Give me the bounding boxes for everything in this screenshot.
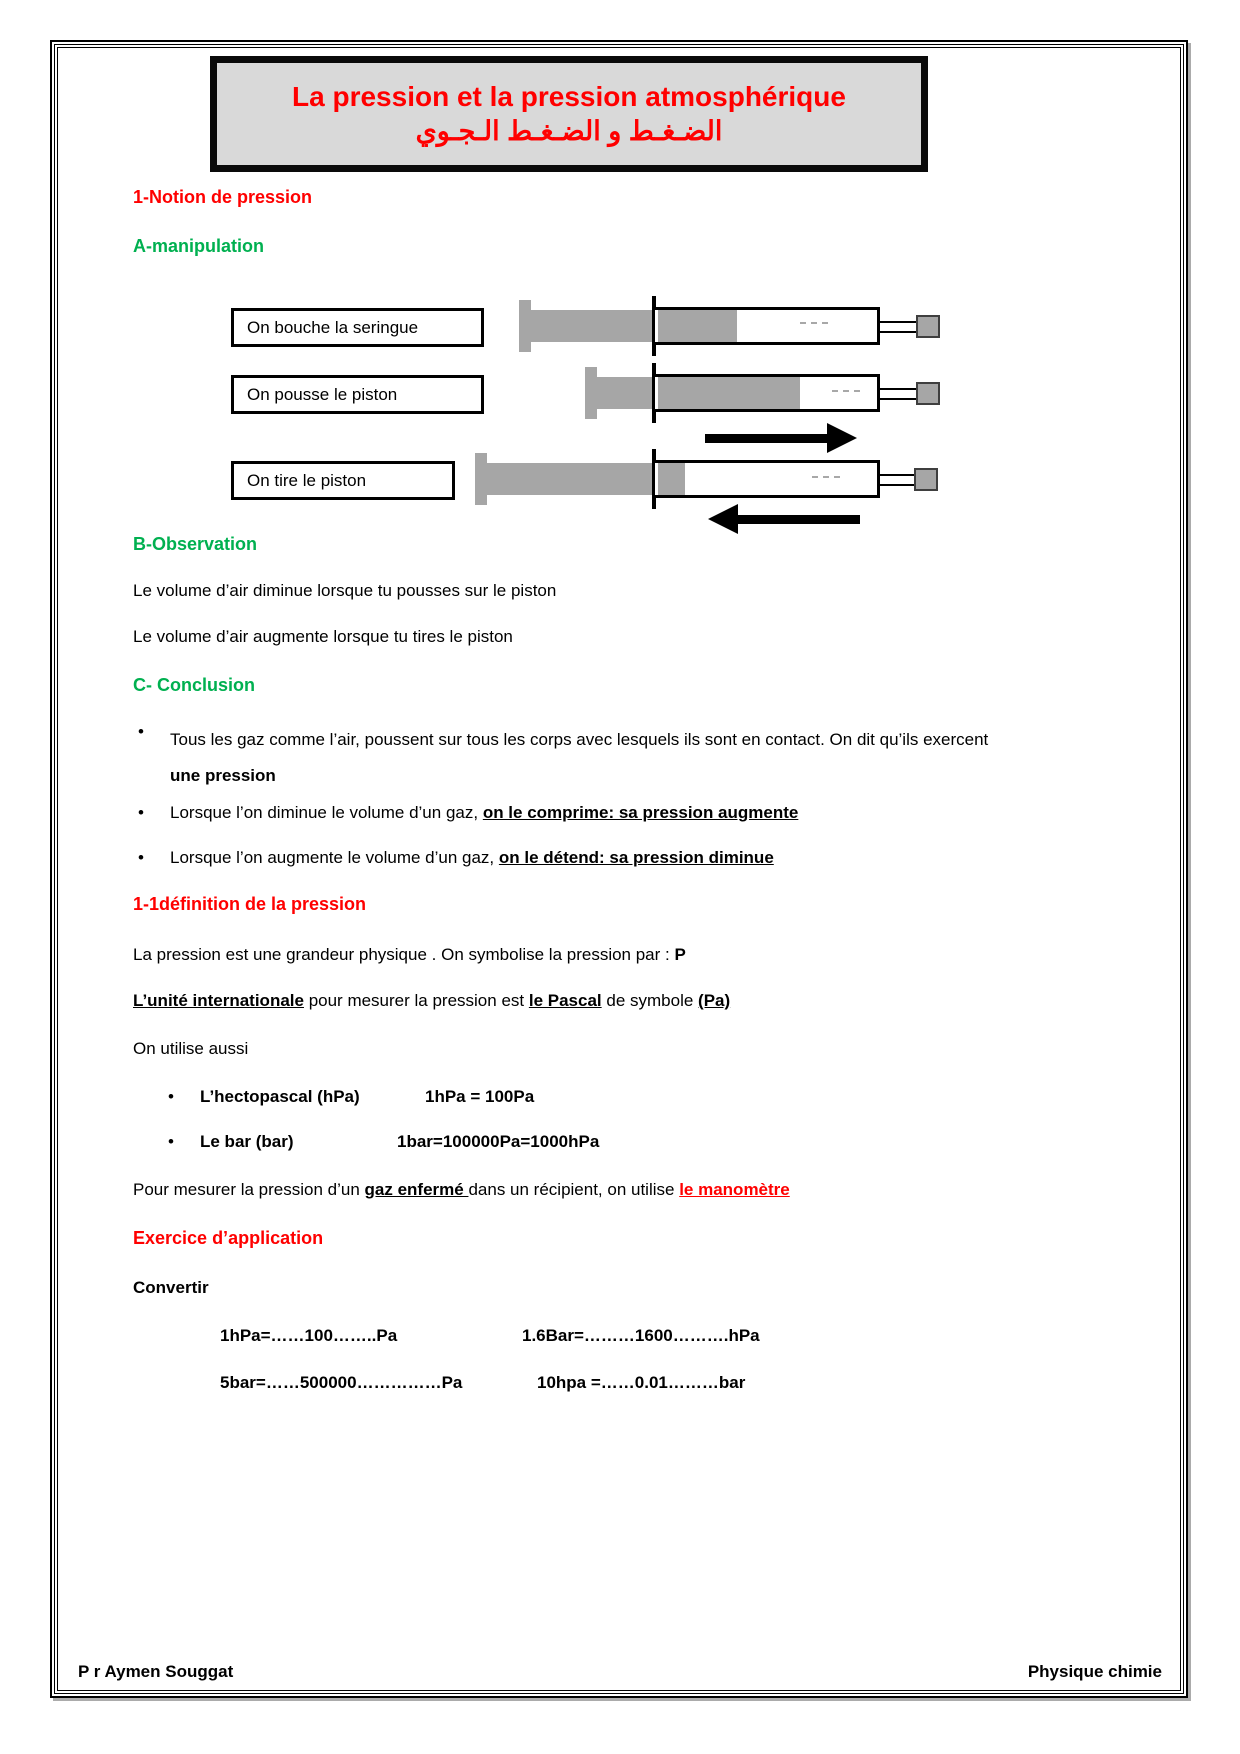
page-border-frame [50, 40, 1188, 1698]
air-scribble [832, 390, 860, 398]
conversion-bar-hpa: 1.6Bar=………1600……….hPa [522, 1326, 760, 1345]
syringe-label-box-pousse [231, 375, 484, 414]
air-scribble [812, 476, 840, 484]
air-scribble [800, 322, 828, 330]
page-border-frame-mid [54, 44, 1184, 1694]
footer-subject: Physique chimie [1027, 1662, 1162, 1681]
unit-value: 1bar=100000Pa=1000hPa [397, 1132, 600, 1151]
syringe-label: On tire le piston [247, 470, 367, 490]
bullet-marker: • [138, 848, 144, 867]
unit-label: L’hectopascal (hPa) [200, 1087, 360, 1106]
syringe-nozzle [880, 388, 916, 400]
title-box [210, 56, 928, 172]
syringe-nozzle [880, 321, 916, 333]
plunger-rod [487, 463, 659, 495]
page-border-frame-inner [57, 47, 1181, 1691]
barrel-fill [658, 463, 685, 495]
unit-item-hpa [168, 1087, 360, 1107]
bullet-marker: • [168, 1132, 174, 1151]
unit-label: Le bar (bar) [200, 1132, 294, 1151]
barrel-fill [658, 377, 800, 409]
bullet-text: Tous les gaz comme l’air, poussent sur tous les corps avec lesquels ils sont en contact. On dit qu’ils exercent une pression [170, 730, 989, 785]
heading-manipulation: A-manipulation [133, 236, 264, 256]
plunger-handle [475, 453, 487, 505]
footer-author: P r Aymen Souggat [78, 1662, 234, 1681]
bullet-text: Lorsque l’on augmente le volume d’un gaz, on le détend: sa pression diminue [170, 848, 774, 867]
title-arabic: الضـغـط و الضـغـط الـجـوي [415, 115, 723, 146]
convertir-label: Convertir [133, 1278, 209, 1297]
bullet-text: Lorsque l’on diminue le volume d’un gaz, on le comprime: sa pression augmente [170, 803, 799, 822]
conversion-hpa-pa: 1hPa=……100……..Pa [220, 1326, 398, 1345]
heading-exercice: Exercice d’application [133, 1228, 324, 1248]
push-arrow-icon [705, 423, 857, 453]
conversion-10hpa-bar: 10hpa =……0.01………bar [537, 1373, 746, 1392]
syringe-label-box-bouche [231, 308, 484, 347]
heading-definition: 1-1définition de la pression [133, 894, 367, 914]
definition-line-1: La pression est une grandeur physique . On symbolise la pression par : P [133, 945, 686, 964]
syringe-label: On bouche la seringue [247, 317, 419, 337]
definition-line-2: L’unité internationale pour mesurer la pression est le Pascal de symbole (Pa) [133, 991, 731, 1010]
unit-item-bar [168, 1132, 294, 1152]
unit-value: 1hPa = 100Pa [425, 1087, 535, 1106]
pull-arrow-icon [708, 504, 860, 534]
bullet-marker: • [138, 722, 144, 741]
heading-notion-de-pression: 1-Notion de pression [133, 187, 313, 207]
syringe-nozzle [880, 474, 916, 486]
plunger-handle [519, 300, 531, 352]
conclusion-bullet-3 [138, 848, 774, 868]
syringe-label-box-tire [231, 461, 455, 500]
title-french: La pression et la pression atmosphérique [292, 80, 846, 112]
observation-line-2: Le volume d’air augmente lorsque tu tires le piston [133, 627, 513, 646]
nozzle-cap [916, 382, 940, 405]
observation-line-1: Le volume d’air diminue lorsque tu pousses sur le piston [133, 581, 557, 600]
nozzle-cap [916, 315, 940, 338]
bullet-marker: • [168, 1087, 174, 1106]
manometre-line: Pour mesurer la pression d’un gaz enfermé dans un récipient, on utilise le manomètre [133, 1180, 790, 1199]
plunger-handle [585, 367, 597, 419]
barrel-fill [658, 310, 737, 342]
syringe-label: On pousse le piston [247, 384, 398, 404]
conversion-5bar-pa: 5bar=……500000……………Pa [220, 1373, 463, 1392]
nozzle-cap [914, 468, 938, 491]
heading-observation: B-Observation [133, 534, 258, 554]
plunger-rod [597, 377, 659, 409]
conclusion-bullet-2 [138, 803, 798, 823]
plunger-rod [531, 310, 659, 342]
syringe-barrel [655, 460, 880, 498]
definition-line-3: On utilise aussi [133, 1039, 249, 1058]
heading-conclusion: C- Conclusion [133, 675, 255, 695]
conclusion-bullet-1 [138, 722, 998, 794]
bullet-marker: • [138, 803, 144, 822]
